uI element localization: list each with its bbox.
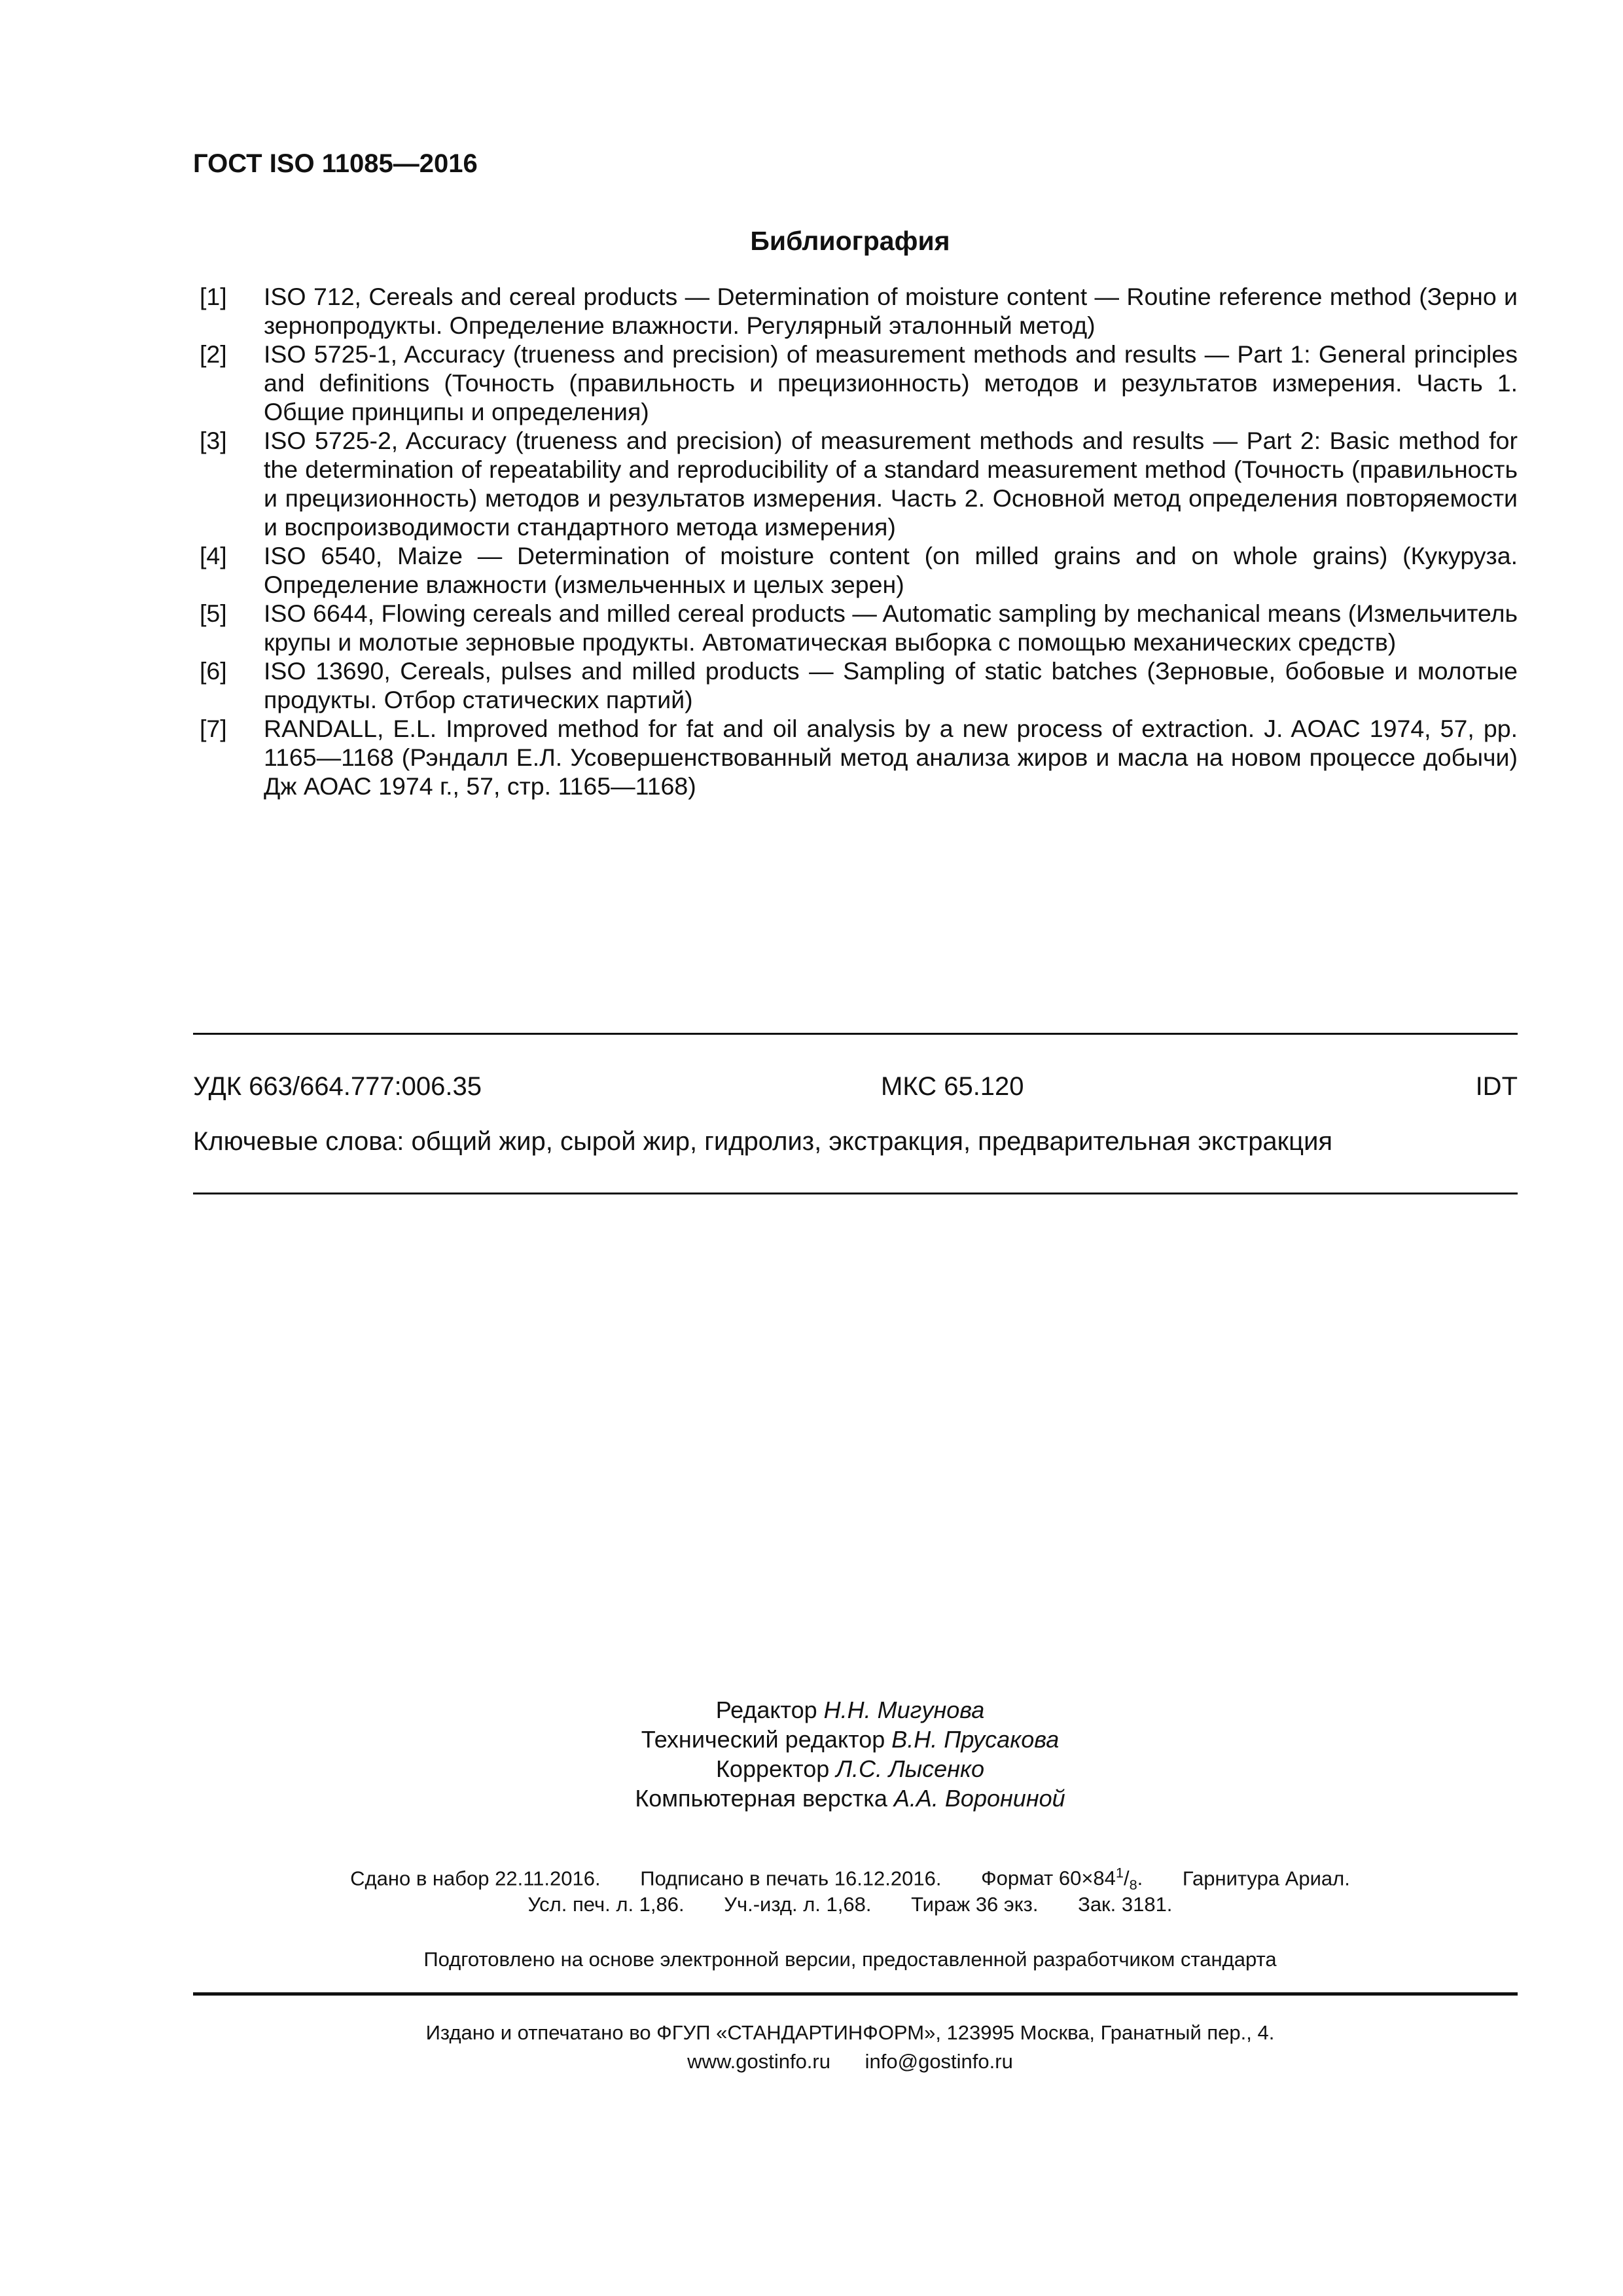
reference-number: [3]	[200, 427, 227, 454]
format-numerator: 1	[1115, 1865, 1124, 1881]
format-denominator: 8	[1129, 1876, 1137, 1893]
reference-item	[200, 714, 1518, 800]
print-sheets: Усл. печ. л. 1,86.	[527, 1893, 685, 1916]
reference-number: [1]	[200, 283, 227, 310]
credit-corrector	[0, 1754, 1623, 1784]
idt-marker: IDT	[1475, 1072, 1518, 1101]
format-suffix: .	[1137, 1867, 1143, 1890]
reference-number: [4]	[200, 542, 227, 569]
format-separator: /	[1123, 1867, 1130, 1890]
divider-bottom	[193, 1193, 1518, 1194]
credit-name: Л.С. Лысенко	[836, 1755, 985, 1782]
reference-text: ISO 5725-2, Accuracy (trueness and precision) of measurement methods and results — Part 2: Basic method for the determination of repeatability and reproducibility of a standard measurement method (Точность (правильность и прецизионность) методов и результатов измерения. Часть 2. Основной метод определения повторяемости и воспроизводимости стандартного метода измерения)	[264, 427, 1518, 541]
submitted-date: Сдано в набор 22.11.2016.	[350, 1867, 601, 1890]
publishing-sheets: Уч.-изд. л. 1,68.	[724, 1893, 872, 1916]
credit-name: А.А. Ворониной	[893, 1785, 1065, 1812]
reference-number: [2]	[200, 340, 227, 368]
credit-name: В.Н. Прусакова	[891, 1726, 1060, 1753]
circulation: Тираж 36 экз.	[911, 1893, 1039, 1916]
credit-editor	[0, 1695, 1623, 1725]
credit-label: Корректор	[715, 1755, 830, 1782]
reference-text: ISO 6644, Flowing cereals and milled cereal products — Automatic sampling by mechanical means (Измельчитель крупы и молотые зерновые продукты. Автоматическая выборка с помощью механических средств)	[264, 600, 1518, 656]
email-link[interactable]: info@gostinfo.ru	[865, 2050, 1013, 2073]
format	[981, 1865, 1143, 1893]
reference-item	[200, 282, 1518, 340]
reference-text: RANDALL, E.L. Improved method for fat and oil analysis by a new process of extraction. J. AOAC 1974, 57, pp. 1165—1168 (Рэндалл Е.Л. Усовершенствованный метод анализа жиров и масла на новом процессе добычи) Дж АОАС 1974 г., 57, стр. 1165—1168)	[264, 715, 1518, 800]
credit-name: Н.Н. Мигунова	[823, 1696, 985, 1723]
reference-text: ISO 5725-1, Accuracy (trueness and precision) of measurement methods and results — Part 1: General principles and definitions (Точность (правильность и прецизионность) методов и результатов измерения. Часть 1. Общие принципы и определения)	[264, 340, 1518, 425]
order-number: Зак. 3181.	[1078, 1893, 1173, 1916]
keywords: Ключевые слова: общий жир, сырой жир, гидролиз, экстракция, предварительная экстракция	[193, 1127, 1333, 1156]
divider-top	[193, 1033, 1518, 1035]
credit-label: Редактор	[715, 1696, 817, 1723]
bibliography-title: Библиография	[750, 226, 950, 256]
divider-publisher	[193, 1992, 1518, 1996]
classification-row	[193, 1072, 1518, 1102]
publisher-line: Издано и отпечатано во ФГУП «СТАНДАРТИНФОРМ», 123995 Москва, Гранатный пер., 4.	[425, 2021, 1275, 2044]
mks-code: МКС 65.120	[881, 1072, 1024, 1101]
reference-text: ISO 712, Cereals and cereal products — Determination of moisture content — Routine reference method (Зерно и зернопродукты. Определение влажности. Регулярный эталонный метод)	[264, 283, 1518, 339]
credit-label: Компьютерная верстка	[635, 1785, 887, 1812]
contacts-line	[0, 2047, 1623, 2076]
reference-item	[200, 599, 1518, 656]
reference-number: [6]	[200, 657, 227, 685]
reference-number: [7]	[200, 715, 227, 742]
signed-date: Подписано в печать 16.12.2016.	[640, 1867, 942, 1890]
prepared-note: Подготовлено на основе электронной версии, предоставленной разработчиком стандарта	[423, 1948, 1277, 1971]
reference-text: ISO 6540, Maize — Determination of moisture content (on milled grains and on whole grains) (Кукуруза. Определение влажности (измельченных и целых зерен)	[264, 542, 1518, 598]
bibliography-list	[200, 282, 1518, 800]
document-header: ГОСТ ISO 11085—2016	[193, 149, 478, 178]
reference-item	[200, 426, 1518, 541]
udk-code: УДК 663/664.777:006.35	[193, 1072, 482, 1101]
website-link[interactable]: www.gostinfo.ru	[687, 2050, 830, 2073]
credit-tech-editor	[0, 1725, 1623, 1754]
format-prefix: Формат 60×84	[981, 1867, 1116, 1890]
reference-number: [5]	[200, 600, 227, 627]
credit-layout	[0, 1784, 1623, 1813]
reference-item	[200, 340, 1518, 426]
typeface: Гарнитура Ариал.	[1182, 1867, 1350, 1890]
print-info-line-2	[0, 1890, 1623, 1919]
reference-text: ISO 13690, Cereals, pulses and milled products — Sampling of static batches (Зерновые, бобовые и молотые продукты. Отбор статических партий)	[264, 657, 1518, 713]
credits-block	[0, 1695, 1623, 1813]
credit-label: Технический редактор	[641, 1726, 885, 1753]
reference-item	[200, 656, 1518, 714]
reference-item	[200, 541, 1518, 599]
